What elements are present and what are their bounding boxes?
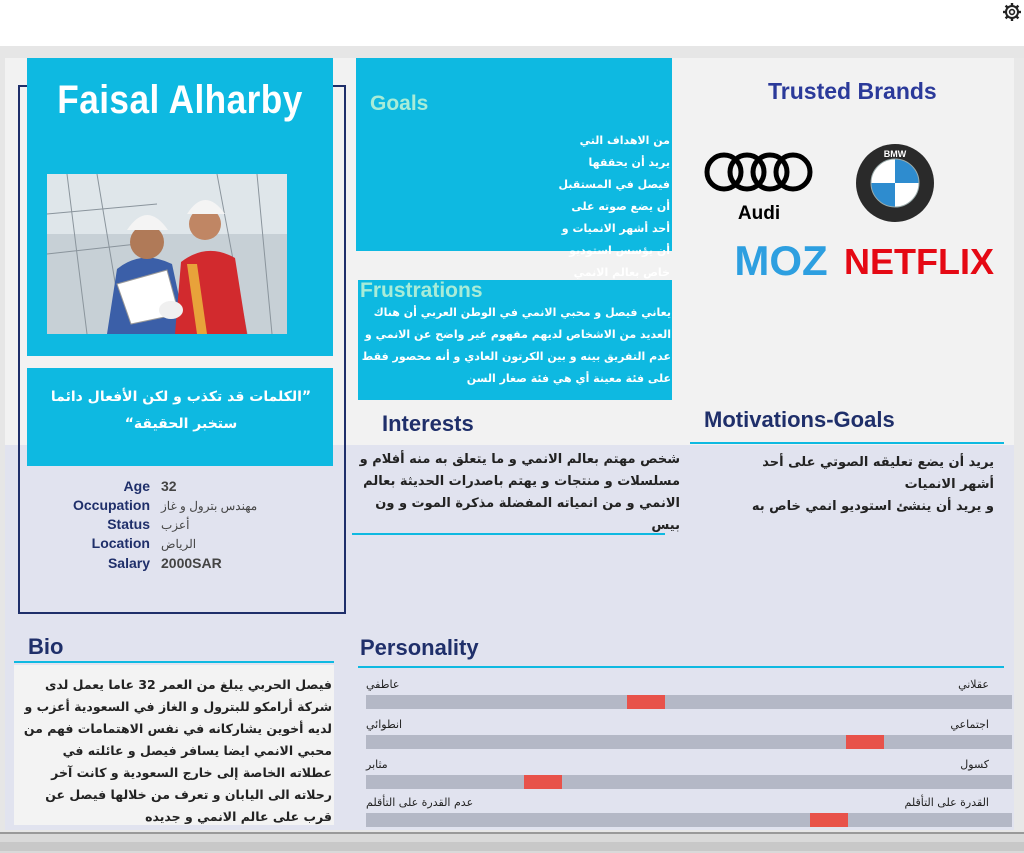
moz-logo-text: MOZ — [734, 237, 828, 284]
trait-slider-marker[interactable] — [524, 775, 562, 789]
bmw-logo-text: BMW — [883, 149, 907, 159]
audi-logo — [702, 150, 816, 225]
persona-name: Faisal Alharby — [57, 78, 303, 122]
trait-right-label: القدرة على التأقلم — [904, 796, 989, 809]
location-label: Location — [91, 535, 150, 551]
age-label: Age — [123, 478, 150, 494]
trait-right-label: كسول — [960, 758, 989, 771]
location-value: الرياض — [161, 537, 197, 551]
bio-text: فيصل الحربي يبلغ من العمر 32 عاما يعمل لدى شركة أرامكو للبترول و الغاز في السعودية أعزب و لديه أخوين يشاركانه في نفس الاهتمامات فهم من محبي الانمي ايضا يسافر فيصل و عائلته في عطلاته الخاصة إلى خارج السعودية و كانت آخر رحلاته الى اليابان و تعرف من خلالها فيصل عن قرب على عالم الانمي و جديده — [23, 677, 332, 824]
bmw-logo — [855, 143, 935, 223]
motivations-underline — [690, 442, 1004, 444]
occupation-value: مهندس بترول و غاز — [161, 499, 258, 513]
trait-slider-track[interactable] — [366, 775, 1012, 789]
audi-logo-text: Audi — [737, 203, 781, 224]
vertical-scrollbar[interactable] — [1014, 58, 1024, 830]
trait-right-label: اجتماعي — [950, 718, 989, 731]
trait-left-label: عدم القدرة على التأقلم — [366, 796, 474, 809]
motivations-line-1: يريد أن يضع تعليقه الصوتي على أحد أشهر الانميات — [762, 455, 994, 492]
trait-slider-track[interactable] — [366, 813, 1012, 827]
personality-underline — [358, 666, 1004, 668]
status-label: Status — [107, 516, 150, 532]
occupation-label: Occupation — [72, 497, 150, 513]
frustrations-title: Frustrations — [360, 279, 483, 302]
trait-left-label: عاطفي — [366, 678, 400, 691]
personality-title: Personality — [360, 635, 479, 660]
brands-title: Trusted Brands — [768, 78, 937, 104]
trait-left-label: مثابر — [366, 758, 388, 771]
persona-quote: ”الكلمات قد تكذب و لكن الأفعال دائما ستخبر الحقيقة“ — [50, 389, 312, 432]
status-value: أعزب — [161, 518, 190, 532]
trait-slider-track[interactable] — [366, 695, 1012, 709]
trait-right-label: عقلاني — [958, 678, 989, 691]
interests-title: Interests — [382, 411, 474, 436]
interests-text: شخص مهتم بعالم الانمي و ما يتعلق به منه أفلام و مسلسلات و منتجات و يهتم باصدرات الحديثة بعالم الانمي و من انمياته المفضلة مذكرة الموت و ون بيس — [359, 452, 680, 533]
moz-logo — [720, 237, 842, 284]
motivations-title: Motivations-Goals — [704, 407, 895, 432]
trait-slider-marker[interactable] — [810, 813, 848, 827]
netflix-logo-text: NETFLIX — [844, 241, 994, 282]
trait-slider-marker[interactable] — [627, 695, 665, 709]
interests-underline — [352, 533, 665, 535]
salary-label: Salary — [107, 555, 150, 571]
horizontal-scrollbar[interactable] — [0, 842, 1024, 851]
gear-icon[interactable] — [1002, 2, 1022, 22]
persona-photo — [47, 174, 287, 334]
top-toolbar — [0, 0, 1024, 46]
bio-title: Bio — [28, 634, 64, 659]
goals-title: Goals — [370, 92, 429, 115]
salary-value: 2000SAR — [161, 555, 222, 571]
goals-text: من الاهداف التي يريد أن يحققها فيصل في المستقبل أن يضع صوته على أحد أشهر الانميات و أن يؤسس استوديو خاص بعالم الانمي — [558, 134, 670, 279]
trait-left-label: انطوائي — [366, 718, 403, 731]
frustrations-text: يعاني فيصل و محبي الانمي في الوطن العربي أن هناك العديد من الاشخاص لديهم مفهوم غير واضح عن الانمي و عدم التفريق بينه و بين الكرتون العادي و أنه محصور فقط على فئة معينة أي هي فئة صغار السن — [361, 306, 671, 385]
trait-slider-marker[interactable] — [846, 735, 884, 749]
age-value: 32 — [161, 478, 177, 494]
bio-underline — [14, 661, 334, 663]
motivations-line-2: و يريد أن ينشئ استوديو انمي خاص به — [751, 499, 994, 514]
trait-slider-track[interactable] — [366, 735, 1012, 749]
netflix-logo — [844, 238, 994, 282]
